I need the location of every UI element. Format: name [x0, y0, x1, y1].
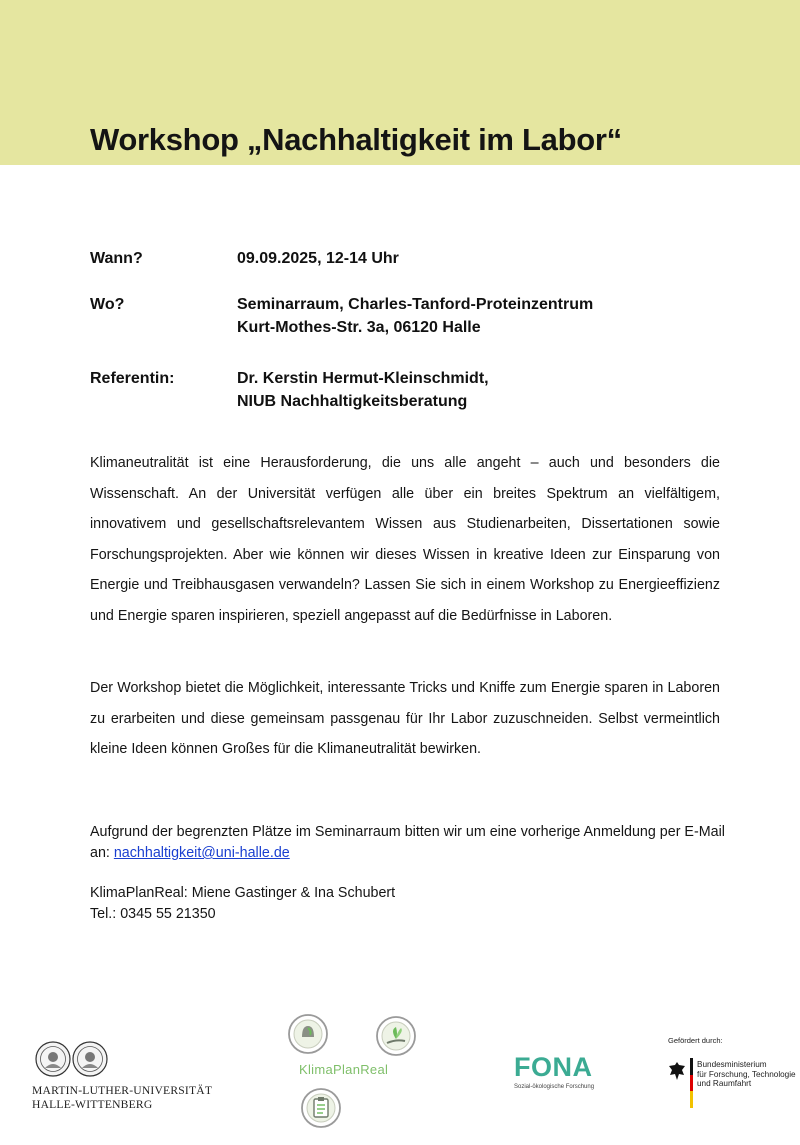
funding-label: Gefördert durch: [668, 1036, 723, 1045]
where-line2: Kurt-Mothes-Str. 3a, 06120 Halle [237, 319, 481, 336]
contact-names: KlimaPlanReal: Miene Gastinger & Ina Schubert [90, 885, 396, 901]
speaker-line1: Dr. Kerstin Hermut-Kleinschmidt, [237, 370, 489, 387]
ministry-name [697, 1060, 796, 1089]
mlu-name [32, 1084, 212, 1112]
energy-bulb-icon [289, 1015, 327, 1053]
fona-wordmark: FONA [514, 1052, 593, 1082]
bmbf-logo [664, 1036, 800, 1116]
ministry-line1: Bundesministerium [697, 1060, 767, 1069]
when-value: 09.09.2025, 12-14 Uhr [237, 250, 399, 267]
page-title: Workshop „Nachhaltigkeit im Labor“ [90, 122, 622, 157]
info-speaker [90, 367, 730, 413]
where-label: Wo? [90, 296, 125, 313]
fona-subtitle: Sozial-ökologische Forschung [514, 1084, 595, 1090]
speaker-line2: NIUB Nachhaltigkeitsberatung [237, 393, 468, 410]
speaker-label: Referentin: [90, 370, 175, 387]
federal-eagle-icon [668, 1060, 686, 1082]
contact-phone: Tel.: 0345 55 21350 [90, 906, 216, 922]
fona-logo [514, 1053, 634, 1097]
registration-sentence: Aufgrund der begrenzten Plätze im Seminarraum bitten wir um eine vorherige Anmeldung per E-Mail an: [90, 824, 725, 861]
where-line1: Seminarraum, Charles-Tanford-Proteinzentrum [237, 296, 594, 313]
university-seals-icon [34, 1040, 114, 1080]
clipboard-icon [302, 1089, 340, 1127]
german-flag-stripe-icon [690, 1058, 693, 1108]
mlu-line1: MARTIN-LUTHER-UNIVERSITÄT [32, 1084, 213, 1097]
klimaplanreal-logo [284, 1010, 424, 1138]
when-label: Wann? [90, 250, 143, 267]
klimaplanreal-wordmark: KlimaPlanReal [299, 1062, 389, 1077]
plant-hand-icon [377, 1017, 415, 1055]
mlu-line2: HALLE-WITTENBERG [32, 1098, 153, 1111]
email-link[interactable]: nachhaltigkeit@uni-halle.de [113, 845, 290, 861]
ministry-line3: und Raumfahrt [697, 1079, 752, 1088]
info-where [90, 293, 730, 339]
mlu-logo [32, 1040, 212, 1115]
workshop-paragraph: Der Workshop bietet die Möglichkeit, interessante Tricks und Kniffe zum Energie sparen in Laboren zu erarbeiten und diese gemeinsam passgenau für Ihr Labor zuzuschneiden. Selbst vermeintlich kleine Ideen können Großes für die Klimaneutralität bewirken. [90, 680, 720, 757]
registration-text [90, 822, 730, 864]
description-paragraph: Klimaneutralität ist eine Herausforderung, die uns alle angeht – auch und besonders die Wissenschaft. An der Universität verfügen alle über ein breites Spektrum an vielfältigem, innovativem und gesellschaftsrelevantem Wissen aus Studienarbeiten, Dissertationen sowie Forschungsprojekten. Aber wie können wir dieses Wissen in kreative Ideen zur Einsparung von Energie und Treibhausgasen verwandeln? Lassen Sie sich in einem Workshop zu Energieeffizienz und Energie sparen inspirieren, speziell angepasst auf die Bedürfnisse in Laboren. [90, 455, 720, 624]
ministry-line2: für Forschung, Technologie [697, 1069, 796, 1079]
